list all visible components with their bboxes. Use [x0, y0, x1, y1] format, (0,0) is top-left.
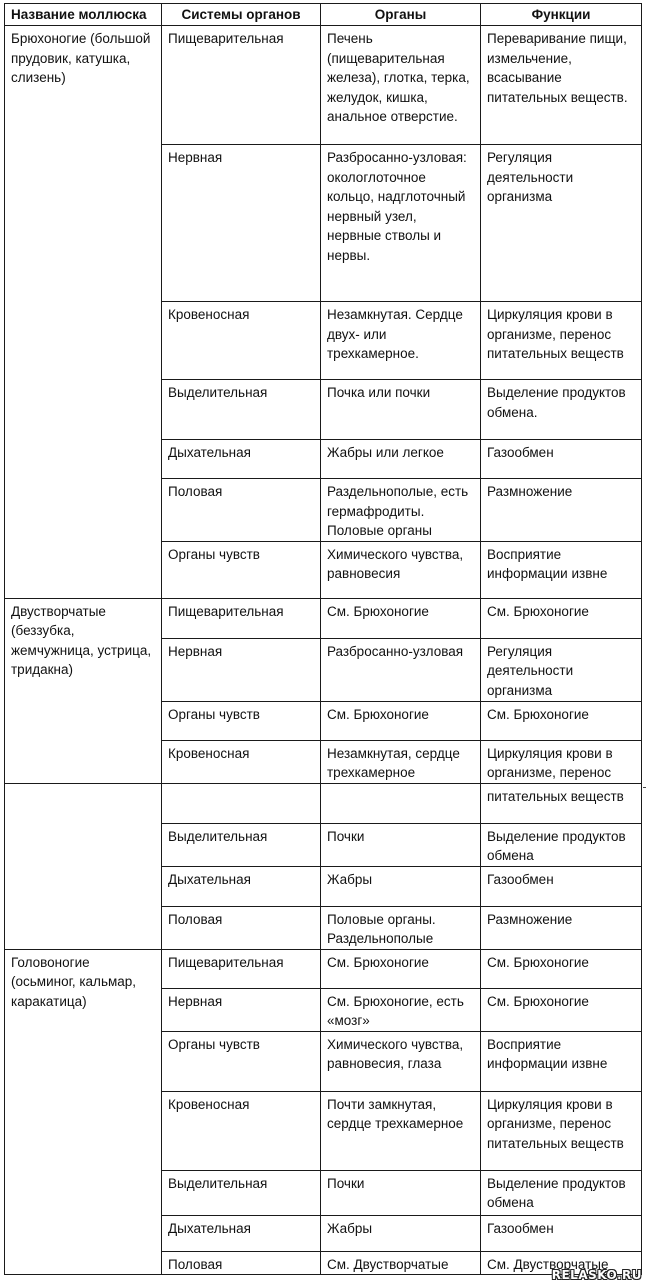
organ-system-cell: Пищеварительная	[162, 26, 321, 145]
organs-cell: Почти замкнутая, сердце трехкамерное	[321, 1091, 481, 1170]
functions-cell: Газообмен	[481, 866, 642, 906]
functions-cell: Восприятие информации извне	[481, 1031, 642, 1091]
functions-cell: Регуляция деятельности организма	[481, 145, 642, 302]
organs-cell: Разбросанно-узловая	[321, 638, 481, 701]
mollusk-name-cell: Брюхоногие (большой прудовик, катушка, слизень)	[5, 26, 162, 599]
organ-system-cell: Дыхательная	[162, 866, 321, 906]
mollusk-name-cell	[5, 783, 162, 949]
organ-system-cell: Кровеносная	[162, 1091, 321, 1170]
header-functions: Функции	[481, 4, 642, 26]
organ-system-cell: Нервная	[162, 145, 321, 302]
functions-cell: Выделение продуктов обмена.	[481, 380, 642, 440]
organs-cell: Разбросанно-узловая: окологлоточное кольцо, надглоточный нервный узел, нервные стволы и нервы.	[321, 145, 481, 302]
mollusk-organ-table	[4, 3, 642, 1275]
organs-cell: Печень (пищеварительная железа), глотка, терка, желудок, кишка, анальное отверстие.	[321, 26, 481, 145]
functions-cell: Восприятие информации извне	[481, 541, 642, 598]
functions-cell: См. Двустворчатые	[481, 1251, 642, 1275]
organs-cell: Незамкнутая, сердце трехкамерное	[321, 740, 481, 783]
table-row	[5, 598, 642, 638]
table-row	[5, 783, 642, 823]
organs-cell: Половые органы. Раздельнополые	[321, 906, 481, 949]
header-organs: Органы	[321, 4, 481, 26]
functions-cell: Циркуляция крови в организме, перенос питательных веществ	[481, 1091, 642, 1170]
organ-system-cell: Органы чувств	[162, 1031, 321, 1091]
organ-system-cell: Нервная	[162, 988, 321, 1031]
organ-system-cell: Половая	[162, 479, 321, 542]
header-organ-systems: Системы органов	[162, 4, 321, 26]
organs-cell: См. Брюхоногие	[321, 598, 481, 638]
functions-cell: Выделение продуктов обмена	[481, 1170, 642, 1215]
functions-cell: См. Брюхоногие	[481, 598, 642, 638]
mollusk-name-cell: Головоногие (осьминог, кальмар, каракатица)	[5, 949, 162, 1275]
functions-cell: Циркуляция крови в организме, перенос	[481, 740, 642, 783]
mollusk-name-cell: Двустворчатые (беззубка, жемчужница, устрица, тридакна)	[5, 598, 162, 783]
header-mollusk-name: Название моллюска	[5, 4, 162, 26]
header-row	[5, 4, 642, 26]
organs-cell	[321, 783, 481, 823]
organ-system-cell: Половая	[162, 906, 321, 949]
organs-cell: Почка или почки	[321, 380, 481, 440]
table-row	[5, 949, 642, 988]
organ-system-cell: Выделительная	[162, 823, 321, 866]
organs-cell: Жабры	[321, 866, 481, 906]
organs-cell: Раздельнополые, есть гермафродиты. Половые органы	[321, 479, 481, 542]
organs-cell: См. Брюхоногие, есть «мозг»	[321, 988, 481, 1031]
organs-cell: Почки	[321, 1170, 481, 1215]
functions-cell: Регуляция деятельности организма	[481, 638, 642, 701]
table-row	[5, 26, 642, 145]
organs-cell: Незамкнутая. Сердце двух- или трехкамерное.	[321, 302, 481, 380]
site-watermark: RELASKO.RU	[551, 1268, 642, 1282]
functions-cell: Размножение	[481, 479, 642, 542]
page-break-tick	[643, 787, 646, 788]
organs-cell: Жабры	[321, 1215, 481, 1251]
organ-system-cell: Кровеносная	[162, 740, 321, 783]
functions-cell: См. Брюхоногие	[481, 701, 642, 740]
functions-cell: Выделение продуктов обмена	[481, 823, 642, 866]
organs-cell: См. Брюхоногие	[321, 701, 481, 740]
functions-cell: Размножение	[481, 906, 642, 949]
functions-cell: Переваривание пищи, измельчение, всасывание питательных веществ.	[481, 26, 642, 145]
organ-system-cell: Дыхательная	[162, 440, 321, 479]
functions-cell: Газообмен	[481, 440, 642, 479]
organ-system-cell: Выделительная	[162, 1170, 321, 1215]
organ-system-cell: Нервная	[162, 638, 321, 701]
organs-cell: Почки	[321, 823, 481, 866]
organ-system-cell: Пищеварительная	[162, 949, 321, 988]
organ-system-cell: Органы чувств	[162, 541, 321, 598]
organ-system-cell: Пищеварительная	[162, 598, 321, 638]
organs-cell: См. Брюхоногие	[321, 949, 481, 988]
functions-cell: питательных веществ	[481, 783, 642, 823]
organ-system-cell: Дыхательная	[162, 1215, 321, 1251]
organs-cell: Химического чувства, равновесия	[321, 541, 481, 598]
organ-system-cell: Органы чувств	[162, 701, 321, 740]
organ-system-cell: Выделительная	[162, 380, 321, 440]
organs-cell: Жабры или легкое	[321, 440, 481, 479]
organ-system-cell: Кровеносная	[162, 302, 321, 380]
functions-cell: См. Брюхоногие	[481, 988, 642, 1031]
functions-cell: См. Брюхоногие	[481, 949, 642, 988]
organs-cell: Химического чувства, равновесия, глаза	[321, 1031, 481, 1091]
functions-cell: Газообмен	[481, 1215, 642, 1251]
organ-system-cell: Половая	[162, 1251, 321, 1275]
functions-cell: Циркуляция крови в организме, перенос питательных веществ	[481, 302, 642, 380]
organs-cell: См. Двустворчатые	[321, 1251, 481, 1275]
organ-system-cell	[162, 783, 321, 823]
